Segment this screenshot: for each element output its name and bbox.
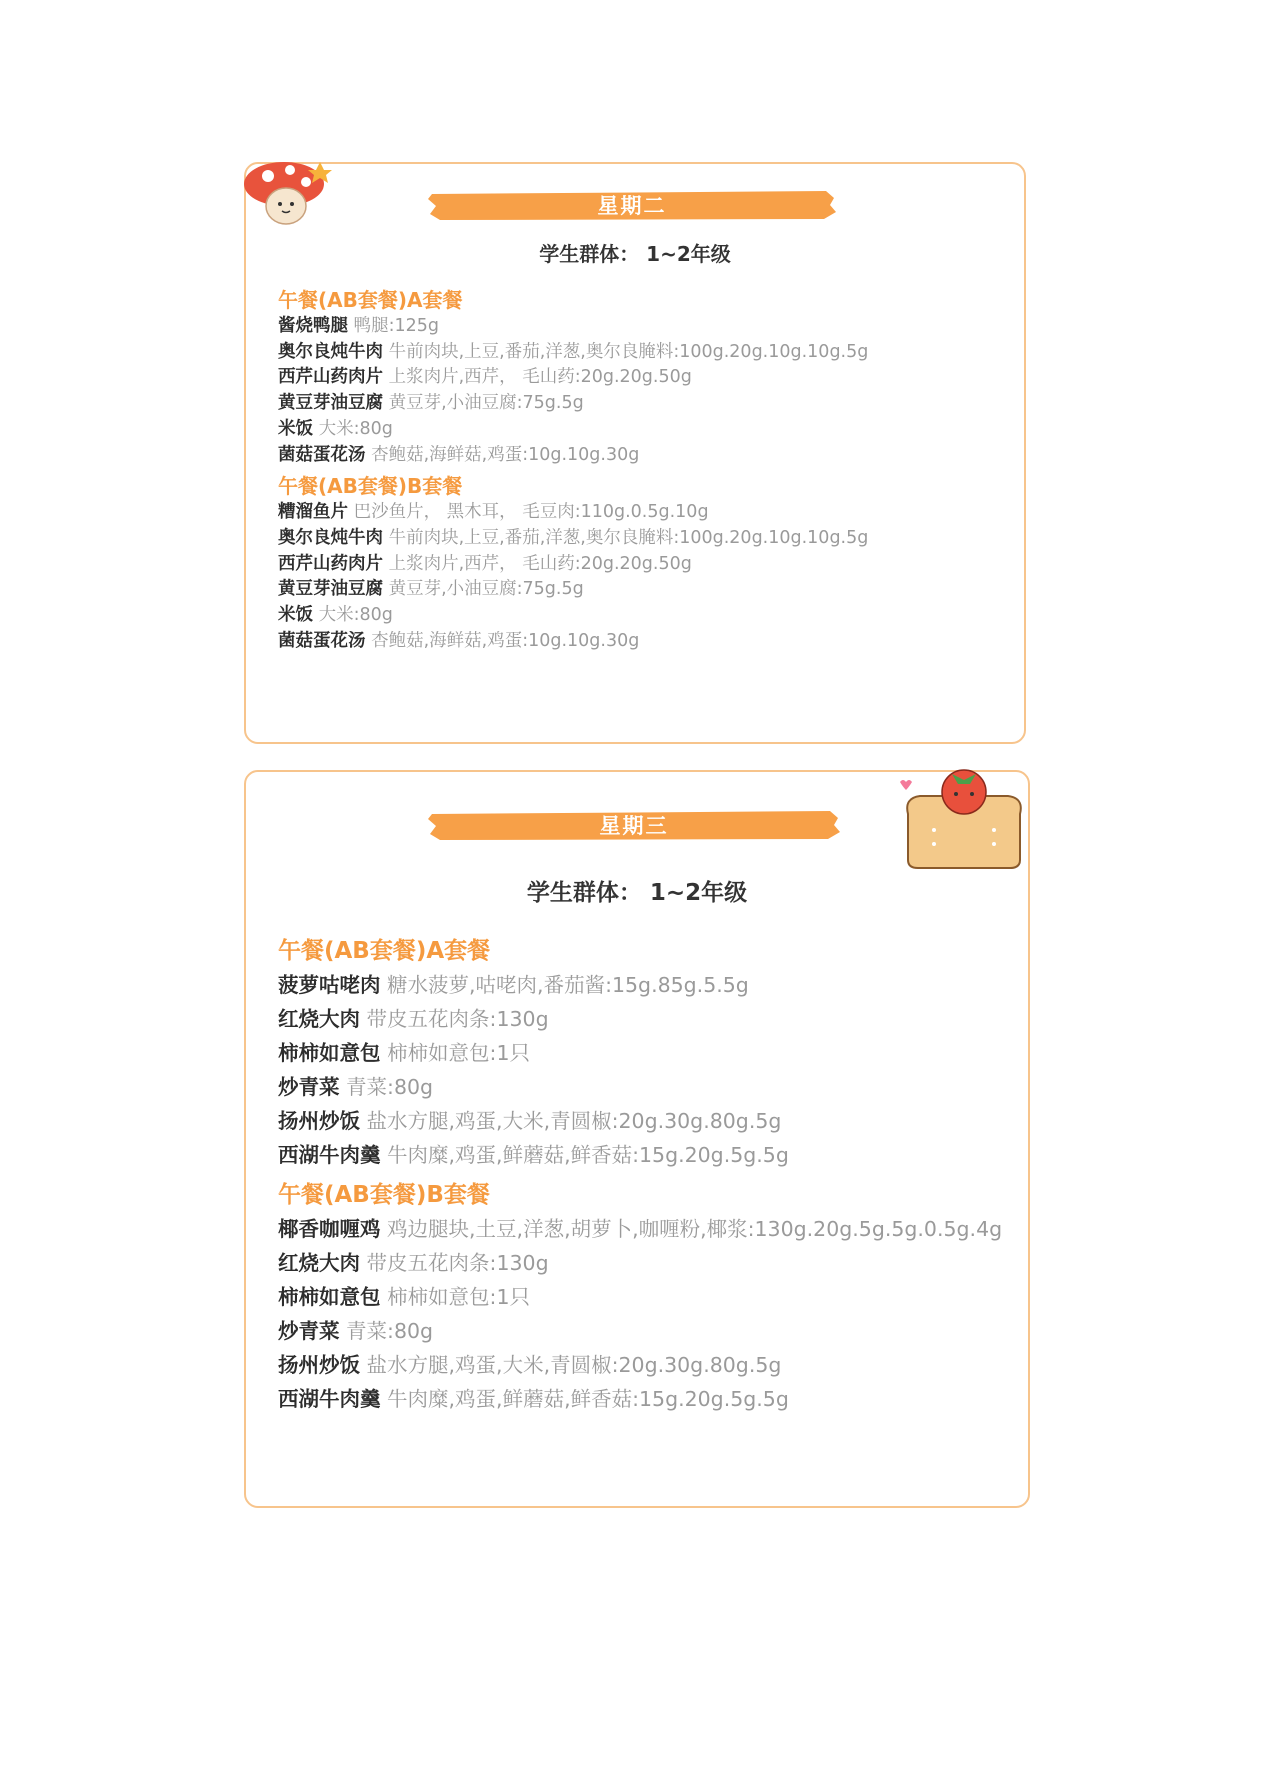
- dish-item: [278, 365, 1004, 391]
- dish-name: 扬州炒饭: [278, 1353, 360, 1377]
- dish-name: 奥尔良炖牛肉: [278, 527, 383, 548]
- dish-name: 柿柿如意包: [278, 1041, 381, 1065]
- dish-ingredients: 柿柿如意包:1只: [387, 1285, 530, 1309]
- dish-item: [278, 1036, 1008, 1070]
- dish-ingredients: 牛肉糜,鸡蛋,鲜蘑菇,鲜香菇:15g.20g.5g.5g: [387, 1387, 789, 1411]
- dish-name: 炒青菜: [278, 1319, 340, 1343]
- dish-ingredients: 盐水方腿,鸡蛋,大米,青圆椒:20g.30g.80g.5g: [366, 1353, 782, 1377]
- dish-ingredients: 鸡边腿块,土豆,洋葱,胡萝卜,咖喱粉,椰浆:130g.20g.5g.5g.0.5g.4g: [387, 1217, 1003, 1241]
- dish-name: 西湖牛肉羹: [278, 1143, 381, 1167]
- dish-name: 奥尔良炖牛肉: [278, 341, 383, 362]
- dish-name: 黄豆芽油豆腐: [278, 579, 383, 600]
- dish-ingredients: 盐水方腿,鸡蛋,大米,青圆椒:20g.30g.80g.5g: [366, 1109, 782, 1133]
- dish-item: [278, 340, 1004, 366]
- dish-ingredients: 杏鲍菇,海鲜菇,鸡蛋:10g.10g.30g: [371, 630, 640, 651]
- dish-name: 西芹山药肉片: [278, 367, 383, 388]
- dish-name: 椰香咖喱鸡: [278, 1217, 381, 1241]
- menu-card-tuesday: [244, 162, 1026, 744]
- dish-item: [278, 1382, 1008, 1416]
- dish-ingredients: 带皮五花肉条:130g: [366, 1251, 549, 1275]
- menu-card-wednesday: [244, 770, 1030, 1508]
- dish-item: [278, 500, 1004, 526]
- dish-item: [278, 443, 1004, 469]
- dish-name: 菠萝咕咾肉: [278, 973, 381, 997]
- dish-item: [278, 1348, 1008, 1382]
- dish-item: [278, 391, 1004, 417]
- dish-name: 菌菇蛋花汤: [278, 630, 366, 651]
- dish-ingredients: 大米:80g: [318, 605, 393, 626]
- dish-ingredients: 青菜:80g: [346, 1075, 434, 1099]
- dish-name: 扬州炒饭: [278, 1109, 360, 1133]
- dish-ingredients: 鸭腿:125g: [353, 316, 439, 336]
- dish-name: 米饭: [278, 605, 313, 626]
- dish-item: [278, 1246, 1008, 1280]
- dish-ingredients: 糖水菠萝,咕咾肉,番茄酱:15g.85g.5.5g: [387, 973, 749, 997]
- dish-name: 炒青菜: [278, 1075, 340, 1099]
- dish-ingredients: 上浆肉片,西芹， 毛山药:20g.20g.50g: [388, 367, 692, 388]
- section-title: 午餐(AB套餐)A套餐: [278, 938, 491, 964]
- dish-item: [278, 629, 1004, 655]
- dish-name: 红烧大肉: [278, 1251, 360, 1275]
- section-title: 午餐(AB套餐)B套餐: [278, 1182, 490, 1208]
- section-title: 午餐(AB套餐)B套餐: [278, 474, 463, 499]
- dish-ingredients: 牛前肉块,上豆,番茄,洋葱,奥尔良腌料:100g.20g.10g.10g.5g: [388, 341, 869, 362]
- dish-item: [278, 1070, 1008, 1104]
- dish-name: 糟溜鱼片: [278, 502, 348, 523]
- dish-item: [278, 552, 1004, 578]
- dish-ingredients: 牛前肉块,上豆,番茄,洋葱,奥尔良腌料:100g.20g.10g.10g.5g: [388, 527, 869, 548]
- day-title: 星期三: [599, 814, 669, 838]
- dish-name: 米饭: [278, 418, 313, 439]
- menu-list: [278, 282, 1004, 654]
- dish-name: 西芹山药肉片: [278, 553, 383, 574]
- dish-item: [278, 1314, 1008, 1348]
- student-group-line: 学生群体： 1~2年级: [539, 242, 731, 266]
- dish-item: [278, 577, 1004, 603]
- dish-item: [278, 1212, 1008, 1246]
- student-group-line: 学生群体： 1~2年级: [526, 880, 748, 906]
- dish-ingredients: 上浆肉片,西芹， 毛山药:20g.20g.50g: [388, 553, 692, 574]
- dish-item: [278, 1002, 1008, 1036]
- day-title: 星期二: [597, 194, 667, 218]
- dish-name: 黄豆芽油豆腐: [278, 393, 383, 414]
- day-banner: [426, 188, 838, 222]
- dish-ingredients: 青菜:80g: [346, 1319, 434, 1343]
- dish-ingredients: 牛肉糜,鸡蛋,鲜蘑菇,鲜香菇:15g.20g.5g.5g: [387, 1143, 789, 1167]
- dish-item: [278, 1104, 1008, 1138]
- section-title: 午餐(AB套餐)A套餐: [278, 288, 463, 312]
- dish-ingredients: 黄豆芽,小油豆腐:75g.5g: [388, 579, 584, 600]
- day-banner: [426, 808, 842, 842]
- menu-list: [278, 928, 1008, 1416]
- dish-name: 菌菇蛋花汤: [278, 444, 366, 465]
- dish-item: [278, 1138, 1008, 1172]
- dish-ingredients: 大米:80g: [318, 418, 393, 439]
- dish-item: [278, 314, 1004, 340]
- dish-ingredients: 杏鲍菇,海鲜菇,鸡蛋:10g.10g.30g: [371, 444, 640, 465]
- dish-ingredients: 带皮五花肉条:130g: [366, 1007, 549, 1031]
- dish-name: 红烧大肉: [278, 1007, 360, 1031]
- dish-ingredients: 巴沙鱼片， 黑木耳， 毛豆肉:110g.0.5g.10g: [353, 502, 709, 523]
- dish-name: 柿柿如意包: [278, 1285, 381, 1309]
- dish-item: [278, 968, 1008, 1002]
- dish-item: [278, 417, 1004, 443]
- dish-ingredients: 黄豆芽,小油豆腐:75g.5g: [388, 393, 584, 414]
- mushroom-mascot-icon: [240, 156, 340, 232]
- dish-item: [278, 1280, 1008, 1314]
- dish-name: 西湖牛肉羹: [278, 1387, 381, 1411]
- dish-name: 酱烧鸭腿: [278, 316, 348, 336]
- dish-item: [278, 603, 1004, 629]
- toast-strawberry-mascot-icon: [894, 764, 1034, 874]
- dish-ingredients: 柿柿如意包:1只: [387, 1041, 530, 1065]
- dish-item: [278, 526, 1004, 552]
